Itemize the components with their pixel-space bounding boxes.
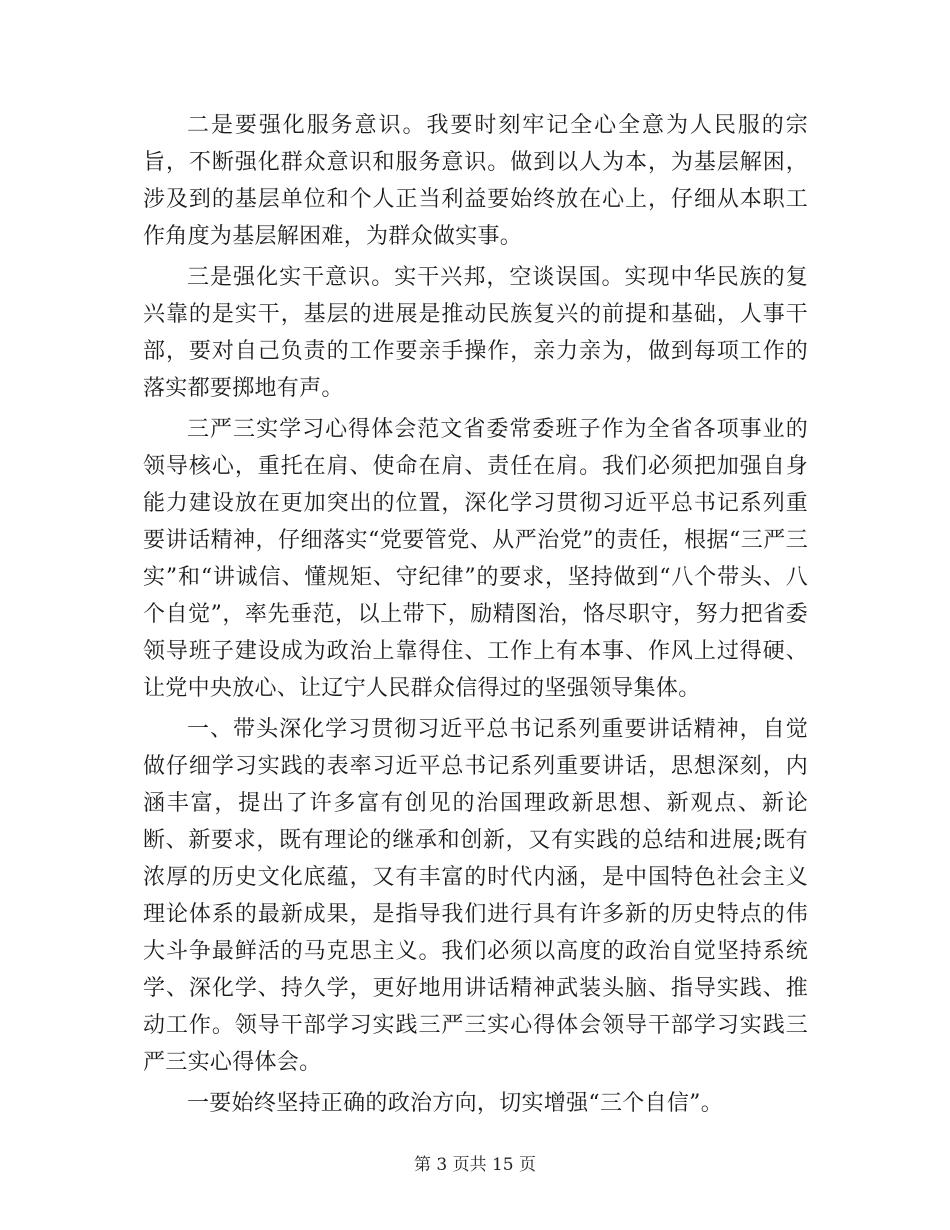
paragraph-5: 一要始终坚持正确的政治方向，切实增强“三个自信”。 (187, 1091, 723, 1116)
page-number-footer: 第 3 页共 15 页 (413, 1155, 537, 1175)
paragraph-1: 二是要强化服务意识。我要时刻牢记全心全意为人民服的宗旨，不断强化群众意识和服务意识。做到以人为本，为基层解困，涉及到的基层单位和个人正当利益要始终放在心上，仔细从本职工作角度为基层解困难，为群众做实事。 (143, 113, 808, 249)
document-body (143, 107, 808, 1126)
paragraph-4: 一、带头深化学习贯彻习近平总书记系列重要讲话精神，自觉做仔细学习实践的表率习近平总书记系列重要讲话，思想深刻，内涵丰富，提出了许多富有创见的治国理政新思想、新观点、新论断、新要求，既有理论的继承和创新，又有实践的总结和进展;既有浓厚的历史文化底蕴，又有丰富的时代内涵，是中国特色社会主义理论体系的最新成果，是指导我们进行具有许多新的历史特点的伟大斗争最鲜活的马克思主义。我们必须以高度的政治自觉坚持系统学、深化学、持久学，更好地用讲话精神武装头脑、指导实践、推动工作。领导干部学习实践三严三实心得体会领导干部学习实践三严三实心得体会。 (143, 717, 808, 1075)
paragraph-2: 三是强化实干意识。实干兴邦，空谈误国。实现中华民族的复兴靠的是实干，基层的进展是推动民族复兴的前提和基础，人事干部，要对自己负责的工作要亲手操作，亲力亲为，做到每项工作的落实都要掷地有声。 (143, 265, 808, 401)
paragraph-3: 三严三实学习心得体会范文省委常委班子作为全省各项事业的领导核心，重托在肩、使命在肩、责任在肩。我们必须把加强自身能力建设放在更加突出的位置，深化学习贯彻习近平总书记系列重要讲话精神，仔细落实“党要管党、从严治党”的责任，根据“三严三实”和“讲诚信、懂规矩、守纪律”的要求，坚持做到“八个带头、八个自觉”，率先垂范，以上带下，励精图治，恪尽职守，努力把省委领导班子建设成为政治上靠得住、工作上有本事、作风上过得硬、让党中央放心、让辽宁人民群众信得过的坚强领导集体。 (143, 417, 808, 701)
